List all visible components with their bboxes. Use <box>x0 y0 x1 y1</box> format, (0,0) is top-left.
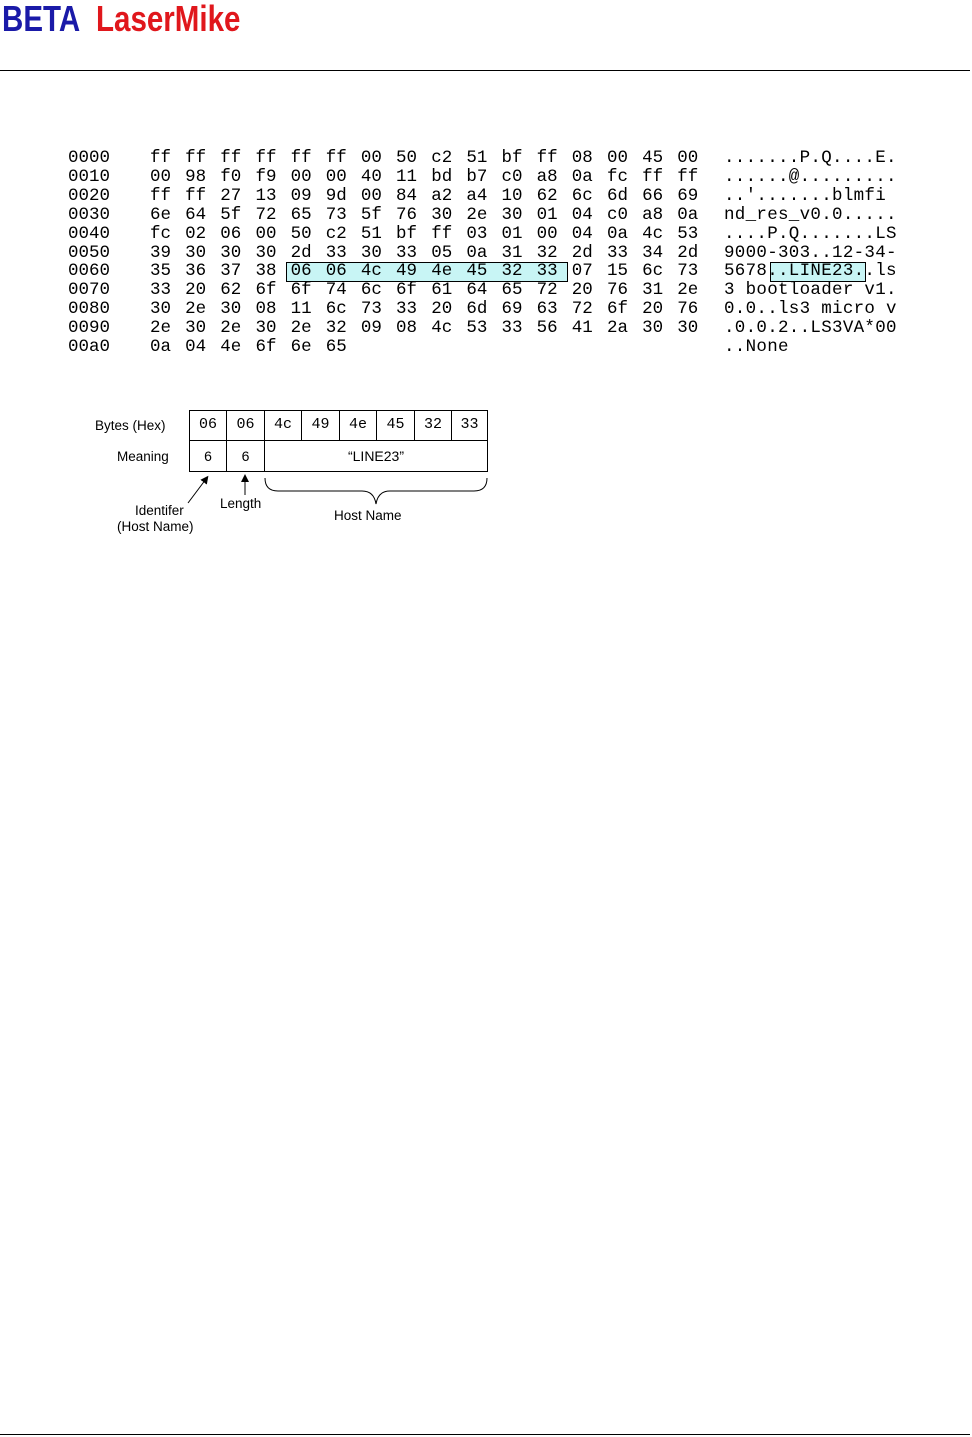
hex-byte: 32 <box>536 242 558 263</box>
hex-byte: 30 <box>255 318 277 339</box>
byte-cell: 4c <box>264 410 302 441</box>
hex-byte: 33 <box>606 242 628 263</box>
hex-byte: 04 <box>185 337 207 357</box>
hex-byte: ff <box>185 185 207 206</box>
hex-byte: 06 <box>325 261 347 282</box>
hex-byte: f0 <box>220 166 242 187</box>
hex-byte: 72 <box>255 204 277 225</box>
hex-offset: 0070 <box>68 280 111 301</box>
hex-byte: 2a <box>606 318 628 339</box>
hex-byte: 72 <box>571 299 593 320</box>
hex-byte: 73 <box>360 299 382 320</box>
hex-byte: 33 <box>396 242 418 263</box>
hex-byte: 30 <box>220 242 242 263</box>
hex-byte: 00 <box>606 148 628 168</box>
hex-byte: 6c <box>571 185 593 206</box>
identifier-label: Identifer <box>135 503 184 518</box>
hex-byte: 20 <box>642 299 664 320</box>
hex-byte: 00 <box>150 166 172 187</box>
hex-byte: 20 <box>431 299 453 320</box>
byte-cell: 45 <box>376 410 415 441</box>
hex-byte: 61 <box>431 280 453 301</box>
hex-byte: 5f <box>360 204 382 225</box>
hex-offset: 0000 <box>68 148 111 168</box>
hex-byte: 98 <box>185 166 207 187</box>
hex-byte: 39 <box>150 242 172 263</box>
hex-byte: ff <box>431 223 453 244</box>
hex-byte: bd <box>431 166 453 187</box>
diagram-annotations <box>0 0 972 560</box>
hex-ascii: .......P.Q....E. <box>724 148 897 168</box>
byte-cell: 49 <box>301 410 340 441</box>
hex-byte: ff <box>185 148 207 168</box>
hex-byte: bf <box>396 223 418 244</box>
hex-byte: 4c <box>642 223 664 244</box>
hex-byte: 35 <box>150 261 172 282</box>
hex-ascii: ..'.......blmfi <box>724 185 887 206</box>
hex-byte: c0 <box>606 204 628 225</box>
hex-byte: 6c <box>325 299 347 320</box>
meaning-row-label: Meaning <box>117 449 169 464</box>
hex-byte: 30 <box>431 204 453 225</box>
hex-byte: 15 <box>606 261 628 282</box>
hex-byte: 33 <box>396 299 418 320</box>
hex-byte: 2e <box>677 280 699 301</box>
length-label: Length <box>220 496 262 511</box>
hex-byte: 0a <box>571 166 593 187</box>
hex-byte: fc <box>150 223 172 244</box>
hex-byte: 33 <box>150 280 172 301</box>
hex-byte: 08 <box>571 148 593 168</box>
meaning-cell-identifier: 6 <box>189 440 227 472</box>
hex-offset: 0060 <box>68 261 111 282</box>
hex-byte: 65 <box>325 337 347 357</box>
hex-byte: c2 <box>325 223 347 244</box>
hex-byte: 4e <box>220 337 242 357</box>
hex-byte: 2e <box>150 318 172 339</box>
hex-byte: 76 <box>396 204 418 225</box>
hex-offset: 0010 <box>68 166 111 187</box>
hex-byte: 32 <box>325 318 347 339</box>
bytes-row-label: Bytes (Hex) <box>95 418 166 433</box>
hex-byte: 6e <box>150 204 172 225</box>
hex-byte: 76 <box>606 280 628 301</box>
hex-byte: 53 <box>677 223 699 244</box>
hex-byte: 30 <box>501 204 523 225</box>
hex-offset: 0020 <box>68 185 111 206</box>
hex-byte: a4 <box>466 185 488 206</box>
hex-byte: 53 <box>466 318 488 339</box>
hex-offset: 0050 <box>68 242 111 263</box>
hex-byte: 00 <box>360 185 382 206</box>
hex-byte: 0a <box>150 337 172 357</box>
hex-byte: 30 <box>185 242 207 263</box>
hex-byte: 6f <box>396 280 418 301</box>
hex-byte: 06 <box>290 261 312 282</box>
hex-ascii: 9000-303..12-34- <box>724 242 897 263</box>
hex-byte: 72 <box>536 280 558 301</box>
hex-byte: ff <box>325 148 347 168</box>
hex-byte: 4c <box>360 261 382 282</box>
hex-byte: 01 <box>501 223 523 244</box>
hex-byte: 4e <box>431 261 453 282</box>
hex-byte: a8 <box>536 166 558 187</box>
hex-byte: 66 <box>642 185 664 206</box>
hex-byte: 50 <box>290 223 312 244</box>
hex-byte: 00 <box>325 166 347 187</box>
hex-byte: 62 <box>536 185 558 206</box>
hex-byte: 50 <box>396 148 418 168</box>
hex-byte: 04 <box>571 223 593 244</box>
hex-byte: 51 <box>360 223 382 244</box>
hex-byte: b7 <box>466 166 488 187</box>
hex-byte: 69 <box>501 299 523 320</box>
hex-byte: 08 <box>255 299 277 320</box>
hex-byte: 38 <box>255 261 277 282</box>
footer-divider <box>0 1434 970 1435</box>
hex-byte: 32 <box>501 261 523 282</box>
hex-byte: 30 <box>360 242 382 263</box>
hex-byte: 6e <box>290 337 312 357</box>
hex-byte: 45 <box>642 148 664 168</box>
hex-byte: a8 <box>642 204 664 225</box>
hex-offset: 0040 <box>68 223 111 244</box>
hex-byte: 20 <box>185 280 207 301</box>
hex-byte: 00 <box>677 148 699 168</box>
hex-offset: 0080 <box>68 299 111 320</box>
hex-byte: 2e <box>185 299 207 320</box>
hex-byte: 01 <box>536 204 558 225</box>
meaning-cell-length: 6 <box>226 440 265 472</box>
hex-byte: 51 <box>466 148 488 168</box>
hex-ascii: 0.0..ls3 micro v <box>724 299 897 320</box>
hex-byte: 30 <box>220 299 242 320</box>
hex-byte: 30 <box>642 318 664 339</box>
hex-byte: 08 <box>396 318 418 339</box>
hex-byte: 6c <box>360 280 382 301</box>
hex-byte: 6f <box>255 337 277 357</box>
hex-byte: 74 <box>325 280 347 301</box>
hex-byte: 2e <box>466 204 488 225</box>
hex-ascii: ..None <box>724 337 789 357</box>
hex-byte: 6f <box>255 280 277 301</box>
hex-ascii: ....P.Q.......LS <box>724 223 897 244</box>
hex-byte: 30 <box>185 318 207 339</box>
hex-offset: 00a0 <box>68 337 111 357</box>
hex-byte: 63 <box>536 299 558 320</box>
hex-byte: ff <box>536 148 558 168</box>
hex-byte: 00 <box>536 223 558 244</box>
hex-byte: 30 <box>677 318 699 339</box>
hex-byte: f9 <box>255 166 277 187</box>
hex-byte: 03 <box>466 223 488 244</box>
meaning-cell-hostname: “LINE23” <box>264 440 488 472</box>
hex-ascii: .0.0.2..LS3VA*00 <box>724 318 897 339</box>
hex-byte: 6f <box>606 299 628 320</box>
hex-byte: 36 <box>185 261 207 282</box>
identifier-arrow <box>188 479 206 503</box>
hex-byte: 49 <box>396 261 418 282</box>
host-name-brace <box>265 478 487 504</box>
hex-byte: 6f <box>290 280 312 301</box>
hex-byte: 02 <box>185 223 207 244</box>
hex-byte: 69 <box>677 185 699 206</box>
hex-byte: ff <box>677 166 699 187</box>
hex-byte: bf <box>501 148 523 168</box>
hex-byte: 37 <box>220 261 242 282</box>
hex-byte: 6d <box>466 299 488 320</box>
hex-byte: 2e <box>220 318 242 339</box>
hex-byte: 31 <box>501 242 523 263</box>
hex-byte: 30 <box>255 242 277 263</box>
hex-byte: ff <box>642 166 664 187</box>
byte-cell: 4e <box>339 410 377 441</box>
hex-byte: 73 <box>325 204 347 225</box>
hex-byte: 41 <box>571 318 593 339</box>
hex-byte: 0a <box>606 223 628 244</box>
hex-byte: 30 <box>150 299 172 320</box>
hex-byte: ff <box>150 185 172 206</box>
hex-byte: 04 <box>571 204 593 225</box>
hex-byte: 11 <box>290 299 312 320</box>
hex-byte: 9d <box>325 185 347 206</box>
hex-byte: 45 <box>466 261 488 282</box>
hex-byte: ff <box>255 148 277 168</box>
hex-byte: 20 <box>571 280 593 301</box>
hex-byte: 2e <box>290 318 312 339</box>
hex-byte: 73 <box>677 261 699 282</box>
hex-byte: 65 <box>290 204 312 225</box>
hex-byte: 64 <box>185 204 207 225</box>
byte-cell: 06 <box>226 410 265 441</box>
hex-byte: 4c <box>431 318 453 339</box>
hex-byte: 0a <box>466 242 488 263</box>
byte-cell: 06 <box>189 410 227 441</box>
hex-ascii: 5678..LINE23..ls <box>724 261 897 282</box>
hex-byte: ff <box>220 148 242 168</box>
hex-byte: 33 <box>325 242 347 263</box>
hex-byte: 56 <box>536 318 558 339</box>
hex-byte: 0a <box>677 204 699 225</box>
hex-byte: 31 <box>642 280 664 301</box>
hex-byte: 00 <box>360 148 382 168</box>
hex-byte: 11 <box>396 166 418 187</box>
hex-byte: 07 <box>571 261 593 282</box>
byte-cell: 32 <box>414 410 452 441</box>
hex-byte: ff <box>150 148 172 168</box>
hex-byte: 33 <box>501 318 523 339</box>
hex-byte: 2d <box>677 242 699 263</box>
hex-byte: 33 <box>536 261 558 282</box>
hex-byte: 65 <box>501 280 523 301</box>
hex-byte: 40 <box>360 166 382 187</box>
hex-byte: 13 <box>255 185 277 206</box>
hex-offset: 0030 <box>68 204 111 225</box>
hex-byte: 09 <box>290 185 312 206</box>
hex-byte: 06 <box>220 223 242 244</box>
hex-byte: ff <box>290 148 312 168</box>
hex-byte: c0 <box>501 166 523 187</box>
hex-byte: 6c <box>642 261 664 282</box>
hex-byte: c2 <box>431 148 453 168</box>
hex-ascii: nd_res_v0.0..... <box>724 204 897 225</box>
hex-byte: 27 <box>220 185 242 206</box>
hex-byte: a2 <box>431 185 453 206</box>
hex-byte: fc <box>606 166 628 187</box>
hex-byte: 2d <box>571 242 593 263</box>
hex-byte: 6d <box>606 185 628 206</box>
hex-byte: 5f <box>220 204 242 225</box>
hex-byte: 00 <box>290 166 312 187</box>
hex-byte: 09 <box>360 318 382 339</box>
logo-lasermike: LaserMike <box>96 0 241 39</box>
hex-byte: 34 <box>642 242 664 263</box>
logo-beta: BETA <box>2 0 81 39</box>
hex-offset: 0090 <box>68 318 111 339</box>
hex-ascii: 3 bootloader v1. <box>724 280 897 301</box>
hex-byte: 10 <box>501 185 523 206</box>
byte-cell: 33 <box>451 410 488 441</box>
hex-byte: 05 <box>431 242 453 263</box>
hex-byte: 00 <box>255 223 277 244</box>
hex-byte: 64 <box>466 280 488 301</box>
hex-byte: 84 <box>396 185 418 206</box>
hex-ascii: ......@......... <box>724 166 897 187</box>
hex-byte: 2d <box>290 242 312 263</box>
hex-byte: 62 <box>220 280 242 301</box>
hex-byte: 76 <box>677 299 699 320</box>
host-name-label: Host Name <box>334 508 402 523</box>
identifier-label-sub: (Host Name) <box>117 519 194 534</box>
